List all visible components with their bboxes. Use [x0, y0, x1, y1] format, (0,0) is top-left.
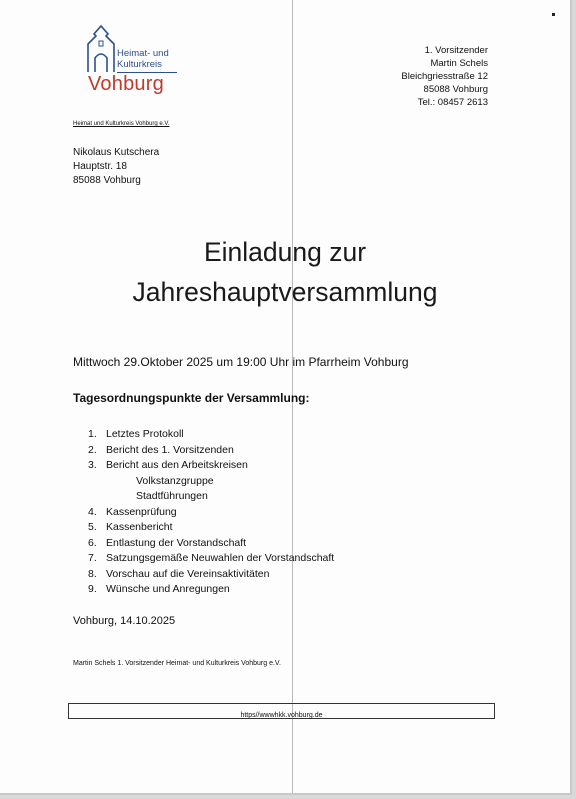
sender-line: 85088 Vohburg	[423, 84, 488, 95]
logo-wordmark: Vohburg	[88, 73, 164, 95]
meeting-info: Mittwoch 29.Oktober 2025 um 19:00 Uhr im Pfarrheim Vohburg	[73, 355, 409, 369]
item-text: Vorschau auf die Vereinsaktivitäten	[106, 567, 270, 580]
item-number: 9.	[88, 583, 97, 595]
logo-line-1: Heimat- und	[117, 48, 169, 59]
list-item	[88, 582, 334, 598]
item-number: 3.	[88, 459, 97, 471]
footer-url: https//wwwhkk.vohburg.de	[240, 712, 323, 719]
document-title	[0, 232, 570, 312]
sender-address	[288, 44, 488, 109]
list-item	[88, 505, 334, 521]
list-item	[88, 520, 334, 536]
agenda-list	[88, 427, 334, 598]
list-item	[88, 458, 334, 474]
town-gate-icon	[84, 24, 118, 74]
recipient-line: Hauptstr. 18	[73, 161, 127, 172]
item-text: Letztes Protokoll	[106, 428, 184, 440]
recipient-address	[73, 146, 159, 188]
sender-line: Bleichgriesstraße 12	[401, 71, 488, 82]
list-item	[88, 551, 334, 567]
item-text: Satzungsgemäße Neuwahlen der Vorstandschaft	[106, 552, 335, 564]
sender-line: 1. Vorsitzender	[424, 45, 488, 56]
signature-line: Martin Schels 1. Vorsitzender Heimat- und Kulturkreis Vohburg e.V.	[73, 660, 281, 667]
list-item	[88, 427, 334, 443]
logo-line-2: Kulturkreis	[117, 59, 162, 70]
agenda-heading: Tagesordnungspunkte der Versammlung:	[73, 391, 310, 405]
item-number: 8.	[88, 567, 97, 580]
list-item	[88, 443, 334, 459]
item-text: Bericht aus den Arbeitskreisen	[106, 459, 248, 471]
title-line-1: Einladung zur	[203, 237, 367, 267]
place-and-date: Vohburg, 14.10.2025	[73, 615, 176, 627]
item-number: 7.	[88, 552, 97, 564]
club-logo	[84, 24, 194, 98]
item-text: Kassenprüfung	[106, 505, 177, 518]
scan-speck	[552, 13, 555, 16]
sender-line: Martin Schels	[430, 58, 488, 69]
item-number: 2.	[88, 443, 97, 456]
sender-line: Tel.: 08457 2613	[417, 97, 488, 108]
item-text: Wünsche und Anregungen	[106, 583, 230, 595]
footer-url-box	[68, 703, 495, 719]
item-number: 1.	[88, 428, 97, 440]
return-address: Heimat und Kulturkreis Vohburg e.V.	[73, 121, 170, 127]
item-number: 6.	[88, 536, 97, 549]
recipient-line: 85088 Vohburg	[73, 175, 141, 186]
title-line-2: Jahreshauptversammlung	[132, 277, 438, 307]
recipient-line: Nikolaus Kutschera	[73, 147, 160, 158]
item-text: Kassenbericht	[106, 521, 173, 533]
item-number: 5.	[88, 521, 97, 533]
list-subitem: Volkstanzgruppe	[136, 474, 214, 487]
item-text: Bericht des 1. Vorsitzenden	[106, 443, 234, 456]
list-subitem: Stadtführungen	[136, 490, 208, 502]
item-number: 4.	[88, 505, 97, 518]
list-item	[88, 567, 334, 583]
list-item	[88, 536, 334, 552]
item-text: Entlastung der Vorstandschaft	[106, 536, 247, 549]
